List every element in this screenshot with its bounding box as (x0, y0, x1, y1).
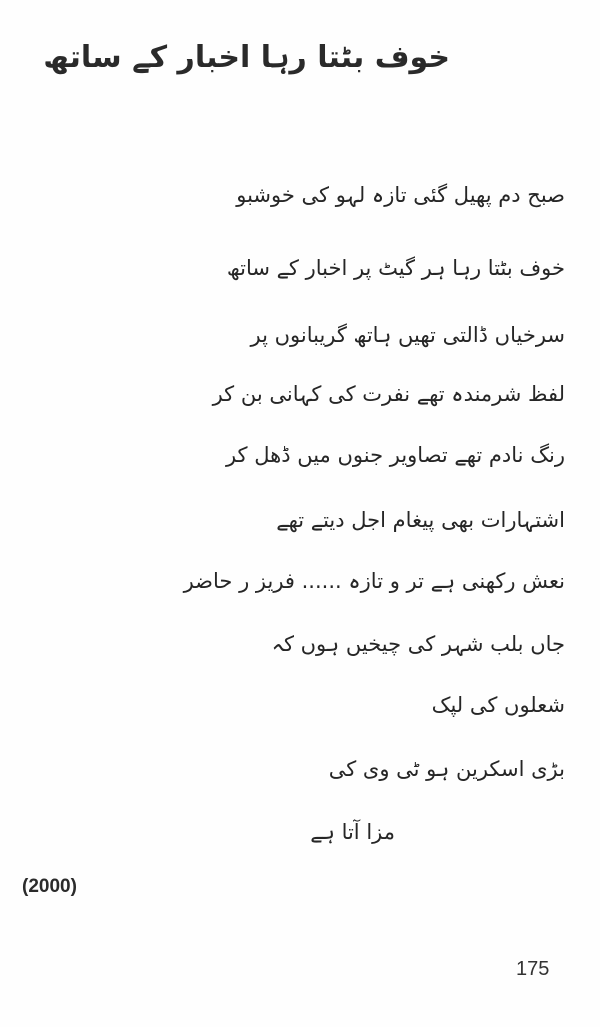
poem-line-8: جاں بلب شہر کی چیخیں ہوں کہ (271, 632, 565, 656)
poem-line-1: صبح دم پھیل گئی تازہ لہو کی خوشبو (236, 183, 565, 207)
year-label: (2000) (22, 876, 77, 897)
poem-title: خوف بٹتا رہا اخبار کے ساتھ (43, 40, 450, 75)
poem-line-7: نعش رکھنی ہے تر و تازہ ...... فریز ر حاضر (183, 569, 565, 593)
poem-line-4: لفظ شرمندہ تھے نفرت کی کہانی بن کر (212, 382, 565, 406)
poem-line-2: خوف بٹتا رہا ہر گیٹ پر اخبار کے ساتھ (226, 256, 565, 280)
poem-line-6: اشتہارات بھی پیغام اجل دیتے تھے (276, 508, 565, 532)
page-number: 175 (516, 958, 550, 980)
poem-line-3: سرخیاں ڈالتی تھیں ہاتھ گریبانوں پر (250, 323, 565, 347)
poem-line-10: بڑی اسکرین ہو ٹی وی کی (328, 757, 565, 781)
poem-line-9: شعلوں کی لپک (431, 693, 565, 717)
poem-line-11: مزا آتا ہے (310, 820, 395, 844)
poem-line-5: رنگ نادم تھے تصاویر جنوں میں ڈھل کر (225, 443, 565, 467)
